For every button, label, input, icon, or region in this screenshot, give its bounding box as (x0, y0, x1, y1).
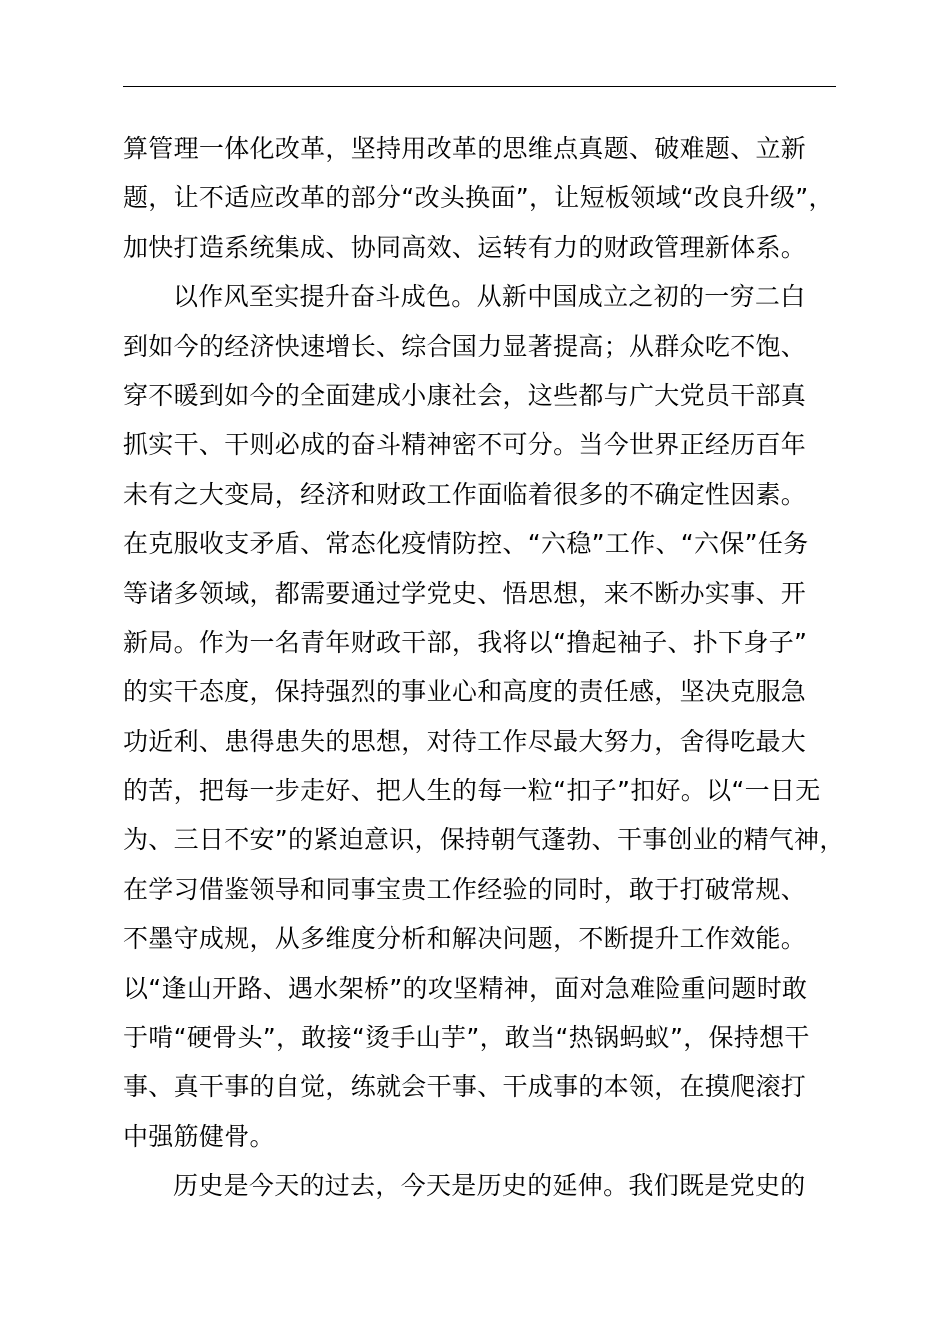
text-line: 在学习借鉴领导和同事宝贵工作经验的同时，敢于打破常规、 (123, 874, 807, 904)
paragraph-start-line: 以作风至实提升奋斗成色。从新中国成立之初的一穷二白 (173, 282, 806, 312)
text-line: 算管理一体化改革，坚持用改革的思维点真题、破难题、立新 (123, 134, 807, 163)
text-line: 的实干态度，保持强烈的事业心和高度的责任感，坚决克服急 (123, 677, 807, 707)
text-line: 加快打造系统集成、协同高效、运转有力的财政管理新体系。 (123, 232, 807, 262)
document-body (123, 124, 863, 1211)
text-line: 中强筋健骨。 (123, 1121, 275, 1151)
text-line: 不墨守成规，从多维度分析和解决问题，不断提升工作效能。 (123, 924, 807, 954)
text-line: 于啃“硬骨头”，敢接“烫手山芋”，敢当“热锅蚂蚁”，保持想干 (123, 1023, 810, 1053)
text-line: 到如今的经济快速增长、综合国力显著提高；从群众吃不饱、 (123, 331, 807, 361)
text-line: 为、三日不安”的紧迫意识，保持朝气蓬勃、干事创业的精气神， (123, 825, 845, 855)
text-line: 抓实干、干则必成的奋斗精神密不可分。当今世界正经历百年 (123, 430, 807, 460)
text-line: 以“逢山开路、遇水架桥”的攻坚精神，面对急难险重问题时敢 (123, 973, 808, 1003)
text-line: 穿不暖到如今的全面建成小康社会，这些都与广大党员干部真 (123, 380, 807, 410)
text-line: 的苦，把每一步走好、把人生的每一粒“扣子”扣好。以“一日无 (123, 776, 821, 806)
text-line: 新局。作为一名青年财政干部，我将以“撸起袖子、扑下身子” (123, 627, 808, 657)
text-line: 功近利、患得患失的思想，对待工作尽最大努力，舍得吃最大 (123, 726, 807, 756)
text-line: 题，让不适应改革的部分“改头换面”，让短板领域“改良升级”， (123, 183, 834, 213)
text-line: 等诸多领域，都需要通过学党史、悟思想，来不断办实事、开 (123, 578, 807, 608)
header-rule (123, 86, 836, 87)
text-line: 在克服收支矛盾、常态化疫情防控、“六稳”工作、“六保”任务 (123, 529, 809, 559)
paragraph-start-line: 历史是今天的过去，今天是历史的延伸。我们既是党史的 (173, 1171, 806, 1201)
text-line: 未有之大变局，经济和财政工作面临着很多的不确定性因素。 (123, 479, 807, 509)
text-line: 事、真干事的自觉，练就会干事、干成事的本领，在摸爬滚打 (123, 1072, 807, 1102)
